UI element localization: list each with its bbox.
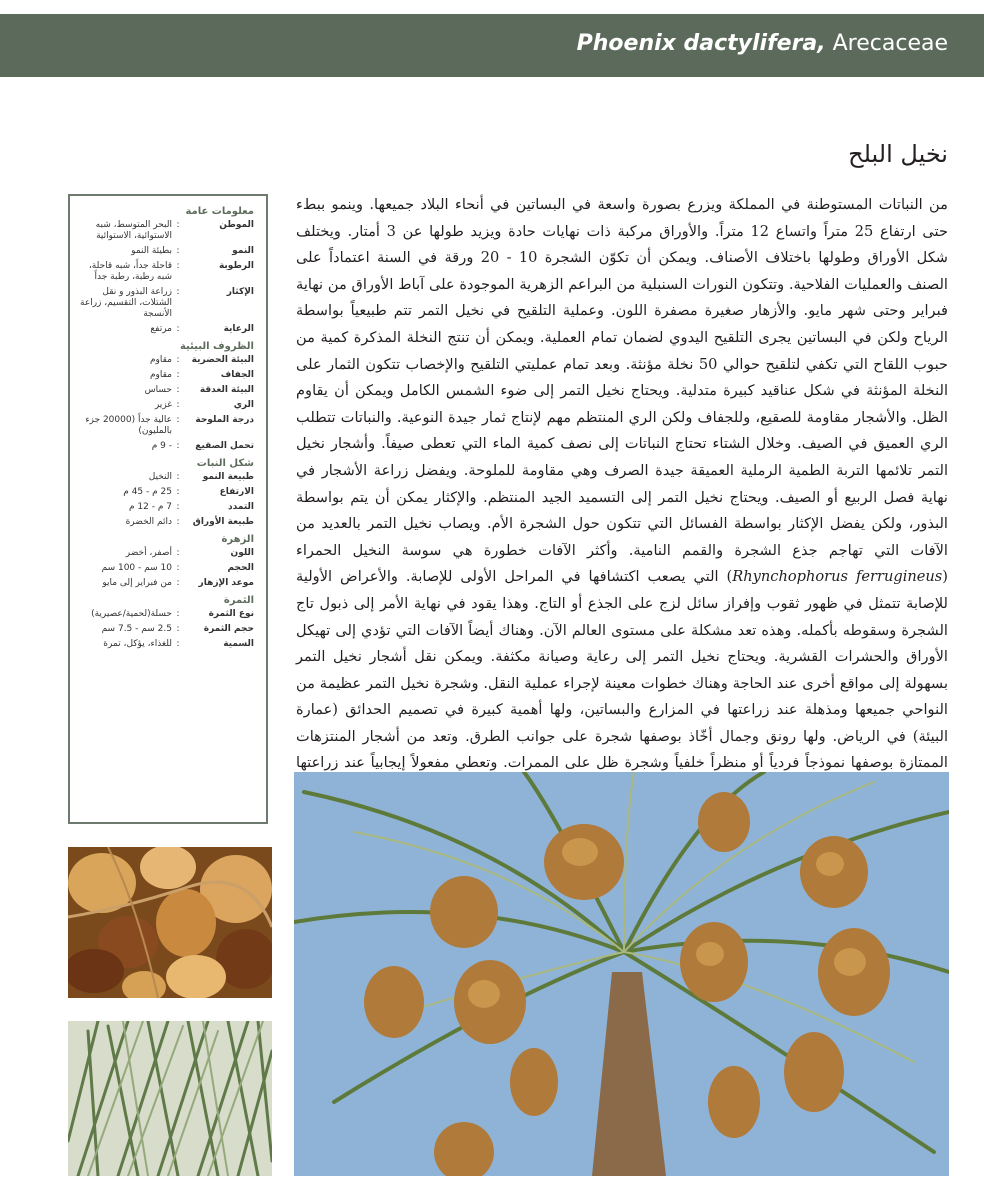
- info-heading: الثمرة: [223, 595, 254, 606]
- info-row: [80, 639, 254, 650]
- dates-closeup-illustration: [68, 847, 272, 998]
- palm-fronds-illustration: [68, 1021, 272, 1176]
- info-label: البيئة الغدقة: [199, 385, 254, 395]
- info-row: [80, 246, 254, 257]
- info-label: تحمل الصقيع: [195, 441, 254, 451]
- header-band: [0, 14, 984, 77]
- info-row: [80, 400, 254, 411]
- info-colon: :: [176, 355, 180, 365]
- info-section-plant-form: [80, 458, 254, 528]
- info-colon: :: [176, 624, 180, 634]
- info-value: دائم الخضرة: [125, 517, 172, 527]
- info-colon: :: [176, 502, 180, 512]
- info-row: [80, 563, 254, 574]
- info-label: الإكثار: [226, 287, 254, 297]
- info-value: 25 م - 45 م: [123, 487, 172, 497]
- info-label: درجة الملوحة: [195, 415, 254, 425]
- info-value: 2.5 سم - 7.5 سم: [101, 624, 172, 634]
- info-heading: معلومات عامة: [185, 206, 254, 217]
- info-label: الارتفاع: [219, 487, 254, 497]
- dates-closeup-photo: [68, 847, 272, 998]
- header-title: [577, 31, 948, 56]
- info-colon: :: [176, 415, 180, 425]
- info-section-fruit: [80, 595, 254, 650]
- info-value: أصفر، أخضر: [125, 548, 172, 558]
- info-label: الرعاية: [223, 324, 254, 334]
- info-colon: :: [176, 246, 180, 256]
- info-colon: :: [176, 487, 180, 497]
- info-row: [80, 385, 254, 396]
- info-colon: :: [176, 385, 180, 395]
- info-colon: :: [176, 441, 180, 451]
- info-colon: :: [176, 639, 180, 649]
- info-label: طبيعة النمو: [202, 472, 254, 482]
- info-label: موعد الإزهار: [198, 578, 254, 588]
- info-label: الجفاف: [220, 370, 254, 380]
- info-row: [80, 548, 254, 559]
- info-value: قاحلة جداً، شبه قاحلة، شبه رطبة، رطبة جداً: [88, 261, 172, 282]
- info-row: [80, 624, 254, 635]
- info-value: للغذاء، يؤكل، تمرة: [103, 639, 172, 649]
- info-value: - 9 م: [151, 441, 172, 451]
- info-row: [80, 441, 254, 452]
- info-label: طبيعة الأوراق: [192, 517, 254, 527]
- scientific-name: Phoenix dactylifera,: [576, 31, 826, 56]
- info-label: الحجم: [227, 563, 254, 573]
- info-colon: :: [176, 400, 180, 410]
- info-value: بطيئة النمو: [131, 246, 172, 256]
- info-row: [80, 609, 254, 620]
- info-row: [80, 220, 254, 242]
- info-row: [80, 487, 254, 498]
- family-name: Arecaceae: [832, 31, 948, 56]
- info-heading: الظروف البيئية: [179, 341, 254, 352]
- info-colon: :: [176, 324, 180, 334]
- info-value: النخيل: [148, 472, 172, 482]
- info-value: 7 م - 12 م: [128, 502, 172, 512]
- info-value: حساس: [144, 385, 172, 395]
- info-value: مرتفع: [150, 324, 172, 334]
- info-label: الموطن: [219, 220, 254, 230]
- body-text: [296, 192, 948, 804]
- info-box: [68, 194, 268, 824]
- info-value: البحر المتوسط، شبه الاستوائية، الاستوائية: [95, 220, 172, 241]
- body-text-part2: ) التي يصعب اكتشافها في المراحل الأولى للإصابة. والأعراض الأولية للإصابة تتمثل في ظهور ثقوب وإفراز سائل لزج على الجذع أو التاج. وهذا يقود في نهاية الأمر إلى ذبول تاج الشجرة وسقوطه بأكمله. وهذه تعد مشكلة على مستوى العالم الآن. وهناك أيضاً الآفات التي تؤدي إلى تهيكل الأوراق والحشرات القشرية. ويحتاج نخيل التمر إلى رعاية وصيانة مكثفة. ويمكن نقل أشجار نخيل التمر بسهولة إلى مواقع أخرى عند الحاجة وهناك خطوات معينة لإجراء عملية النقل. وشجرة نخيل التمر عظيمة من النواحي جميعها ومذهلة عند زراعتها في المزارع والبساتين، ولها أهمية كبيرة في تصميم الحدائق (عمارة البيئة) في الرياض. ولها رونق وجمال أخّاذ بوصفها شجرة على جوانب الطرق. وتعد من أشجار المنتزهات الممتازة بوصفها نموذجاً فردياً أو منظراً خلفياً وشجرة ظل على الممرات. وتعطي مفعولاً إيجابياً عند زراعتها: [296, 568, 948, 772]
- info-label: نوع الثمرة: [208, 609, 254, 619]
- palm-fronds-photo: [68, 1021, 272, 1176]
- info-section-flower: [80, 534, 254, 589]
- date-palm-illustration: [294, 772, 949, 1176]
- info-value: من فبراير إلى مايو: [102, 578, 172, 588]
- info-row: [80, 578, 254, 589]
- info-section-general: [80, 206, 254, 335]
- page-title: نخيل البلح: [848, 140, 948, 168]
- info-colon: :: [176, 548, 180, 558]
- info-label: حجم الثمرة: [203, 624, 254, 634]
- info-row: [80, 324, 254, 335]
- info-row: [80, 415, 254, 437]
- info-label: السمية: [223, 639, 254, 649]
- info-value: مقاوم: [149, 355, 172, 365]
- info-row: [80, 287, 254, 320]
- info-value: 10 سم - 100 سم: [101, 563, 172, 573]
- info-colon: :: [176, 517, 180, 527]
- info-row: [80, 370, 254, 381]
- info-section-environment: [80, 341, 254, 452]
- info-label: اللون: [230, 548, 254, 558]
- info-label: النمو: [232, 246, 254, 256]
- info-row: [80, 261, 254, 283]
- info-colon: :: [176, 261, 180, 271]
- info-row: [80, 517, 254, 528]
- info-colon: :: [176, 220, 180, 230]
- pest-latin-name: Rhynchophorus ferrugineus: [732, 568, 943, 586]
- info-colon: :: [176, 472, 180, 482]
- info-value: غزير: [154, 400, 172, 410]
- info-value: زراعة البذور و نقل الشتلات، التقسيم، زراعة الأنسجة: [80, 287, 172, 319]
- info-colon: :: [176, 370, 180, 380]
- body-text-part1: من النباتات المستوطنة في المملكة ويزرع بصورة واسعة في البساتين في أنحاء البلاد جميعها. وينمو ببطء حتى ارتفاع 25 متراً واتساع 12 متراً. والأوراق مركبة ذات نهايات حادة ويزيد طولها عن 3 أمتار. ويختلف شكل الأوراق وطولها باختلاف الأصناف. ويمكن أن تكوّن الشجرة 10 - 20 ورقة في السنة اعتماداً على الصنف والعمليات الفلاحية. وتتكون النورات السنبلية من البراعم الزهرية الموجودة على آباط الأوراق من نهاية فبراير وحتى شهر مايو. والأزهار صغيرة مصفرة اللون. وعملية التلقيح في نخيل التمر تتم طبيعياً بواسطة الرياح ولكن في البساتين يجرى التلقيح اليدوي لضمان تمام العملية. ويمكن أن تنتج النخلة المذكرة كمية من حبوب اللقاح التي تكفي لتلقيح حوالي 50 نخلة مؤنثة. وبعد تمام عمليتي التلقيح والإخصاب تتكون الثمار على النخلة المؤنثة في شكل عناقيد كبيرة متدلية. ويحتاج نخيل التمر إلى ضوء الشمس الكامل ويمكن أن يقاوم الظل. والأشجار مقاومة للصقيع، وللجفاف ولكن الري المنتظم مهم لإنتاج ثمار جيدة النوعية. والنباتات تتطلب الري العميق في الصيف. وخلال الشتاء تحتاج النباتات إلى نصف كمية الماء التي تعطى صيفاً. وأشجار نخيل التمر تلائمها التربة الطمية الرملية العميقة جيدة الصرف وهي مقاومة للملوحة. ويفضل زراعة الأشجار في نهاية فصل الربيع أو الصيف. ويحتاج نخيل التمر إلى التسميد الجيد المنتظم. والإكثار يمكن أن يتم بواسطة البذور، ولكن يفضل الإكثار بواسطة الفسائل التي تتكون حول الشجرة الأم. ويصاب نخيل التمر بالعديد من الآفات التي تهاجم جذع الشجرة والقمم النامية. وأكثر الآفات خطورة هي سوسة النخيل الحمراء (: [296, 196, 949, 586]
- info-row: [80, 472, 254, 483]
- info-colon: :: [176, 287, 180, 297]
- info-value: حسلة(لحمية/عصيرية): [91, 609, 172, 619]
- info-colon: :: [176, 578, 180, 588]
- info-row: [80, 502, 254, 513]
- info-label: التمدد: [228, 502, 254, 512]
- info-colon: :: [176, 609, 180, 619]
- info-value: عالية جداً (20000 جزء بالمليون): [85, 415, 172, 436]
- info-value: مقاوم: [149, 370, 172, 380]
- date-palm-photo: [294, 772, 949, 1176]
- info-colon: :: [176, 563, 180, 573]
- info-heading: شكل النبات: [196, 458, 254, 469]
- info-row: [80, 355, 254, 366]
- info-label: الري: [233, 400, 254, 410]
- info-heading: الزهرة: [221, 534, 254, 545]
- info-label: الرطوبة: [218, 261, 254, 271]
- info-label: البيئة الحضرية: [191, 355, 254, 365]
